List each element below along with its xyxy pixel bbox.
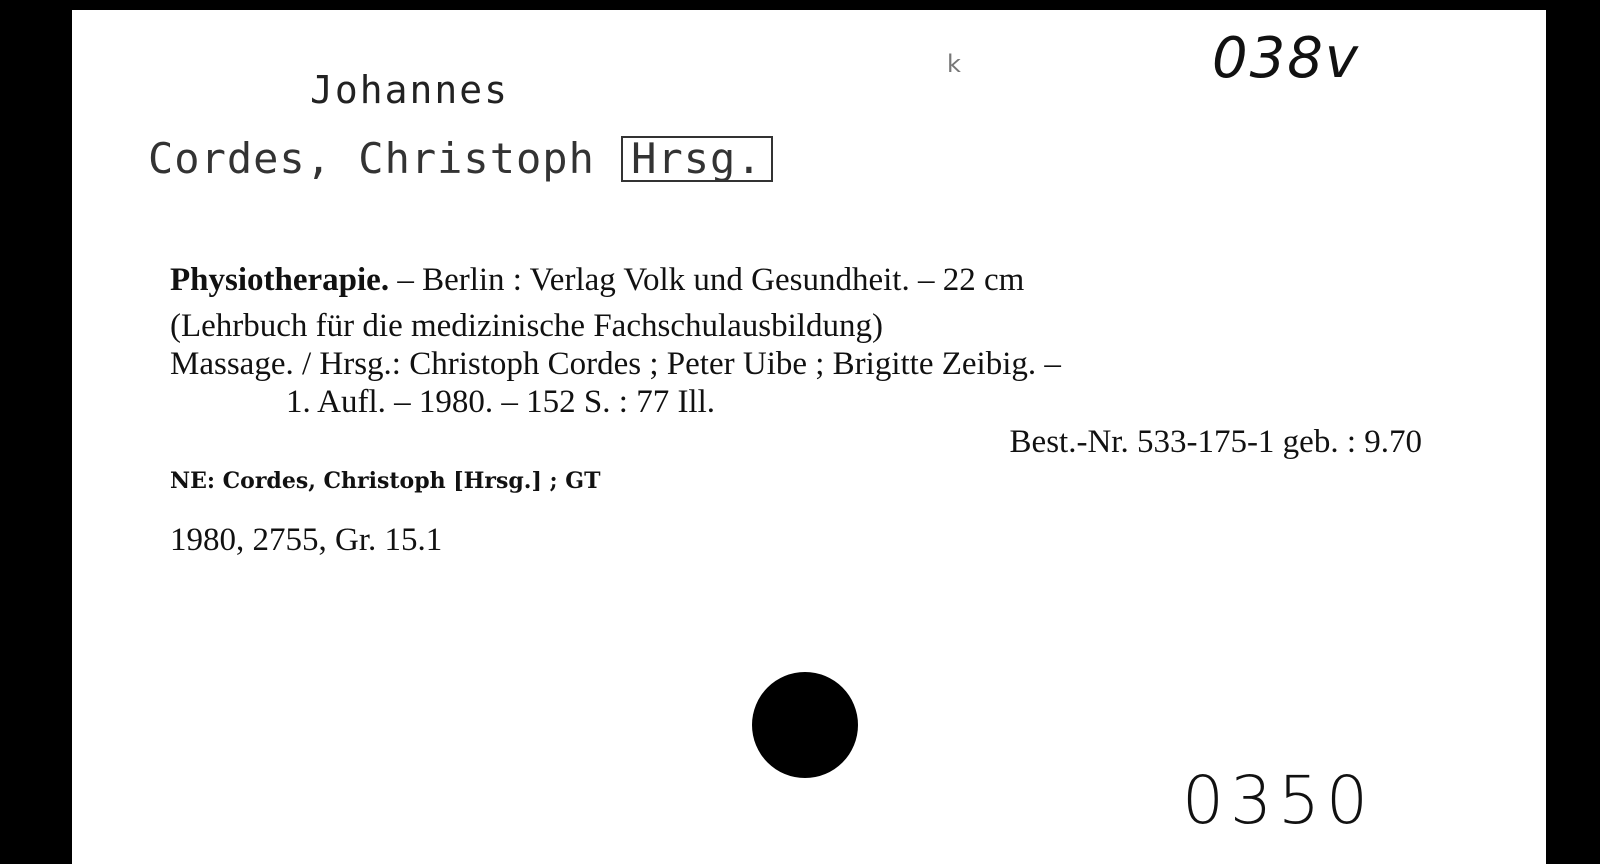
entry-added-entries: NE: Cordes, Christoph [Hrsg.] ; GT [170,468,601,494]
typed-heading-main: Cordes, Christoph [148,134,622,183]
catalog-card [72,10,1546,864]
handwritten-mark: k [947,50,961,78]
typed-heading-role: Hrsg. [621,136,772,182]
entry-title-line [170,264,1024,297]
entry-series: (Lehrbuch für die medizinische Fachschulausbildung) [170,308,883,344]
entry-edition: 1. Aufl. – 1980. – 152 S. : 77 Ill. [286,384,716,420]
typed-given-name: Johannes [310,68,510,112]
entry-volume: Massage. / Hrsg.: Christoph Cordes ; Peter Uibe ; Brigitte Zeibig. – [170,346,1061,382]
punch-hole [752,672,858,778]
entry-title: Physiotherapie. [170,262,390,298]
call-number-bottom: 0350 [1182,762,1374,839]
entry-bibliography-reference: 1980, 2755, Gr. 15.1 [170,522,443,558]
entry-imprint: – Berlin : Verlag Volk und Gesundheit. – 22 cm [389,262,1025,298]
typed-heading [148,134,773,183]
call-number-top: 038v [1212,26,1361,91]
entry-order-number: Best.-Nr. 533-175-1 geb. : 9.70 [1009,424,1422,460]
